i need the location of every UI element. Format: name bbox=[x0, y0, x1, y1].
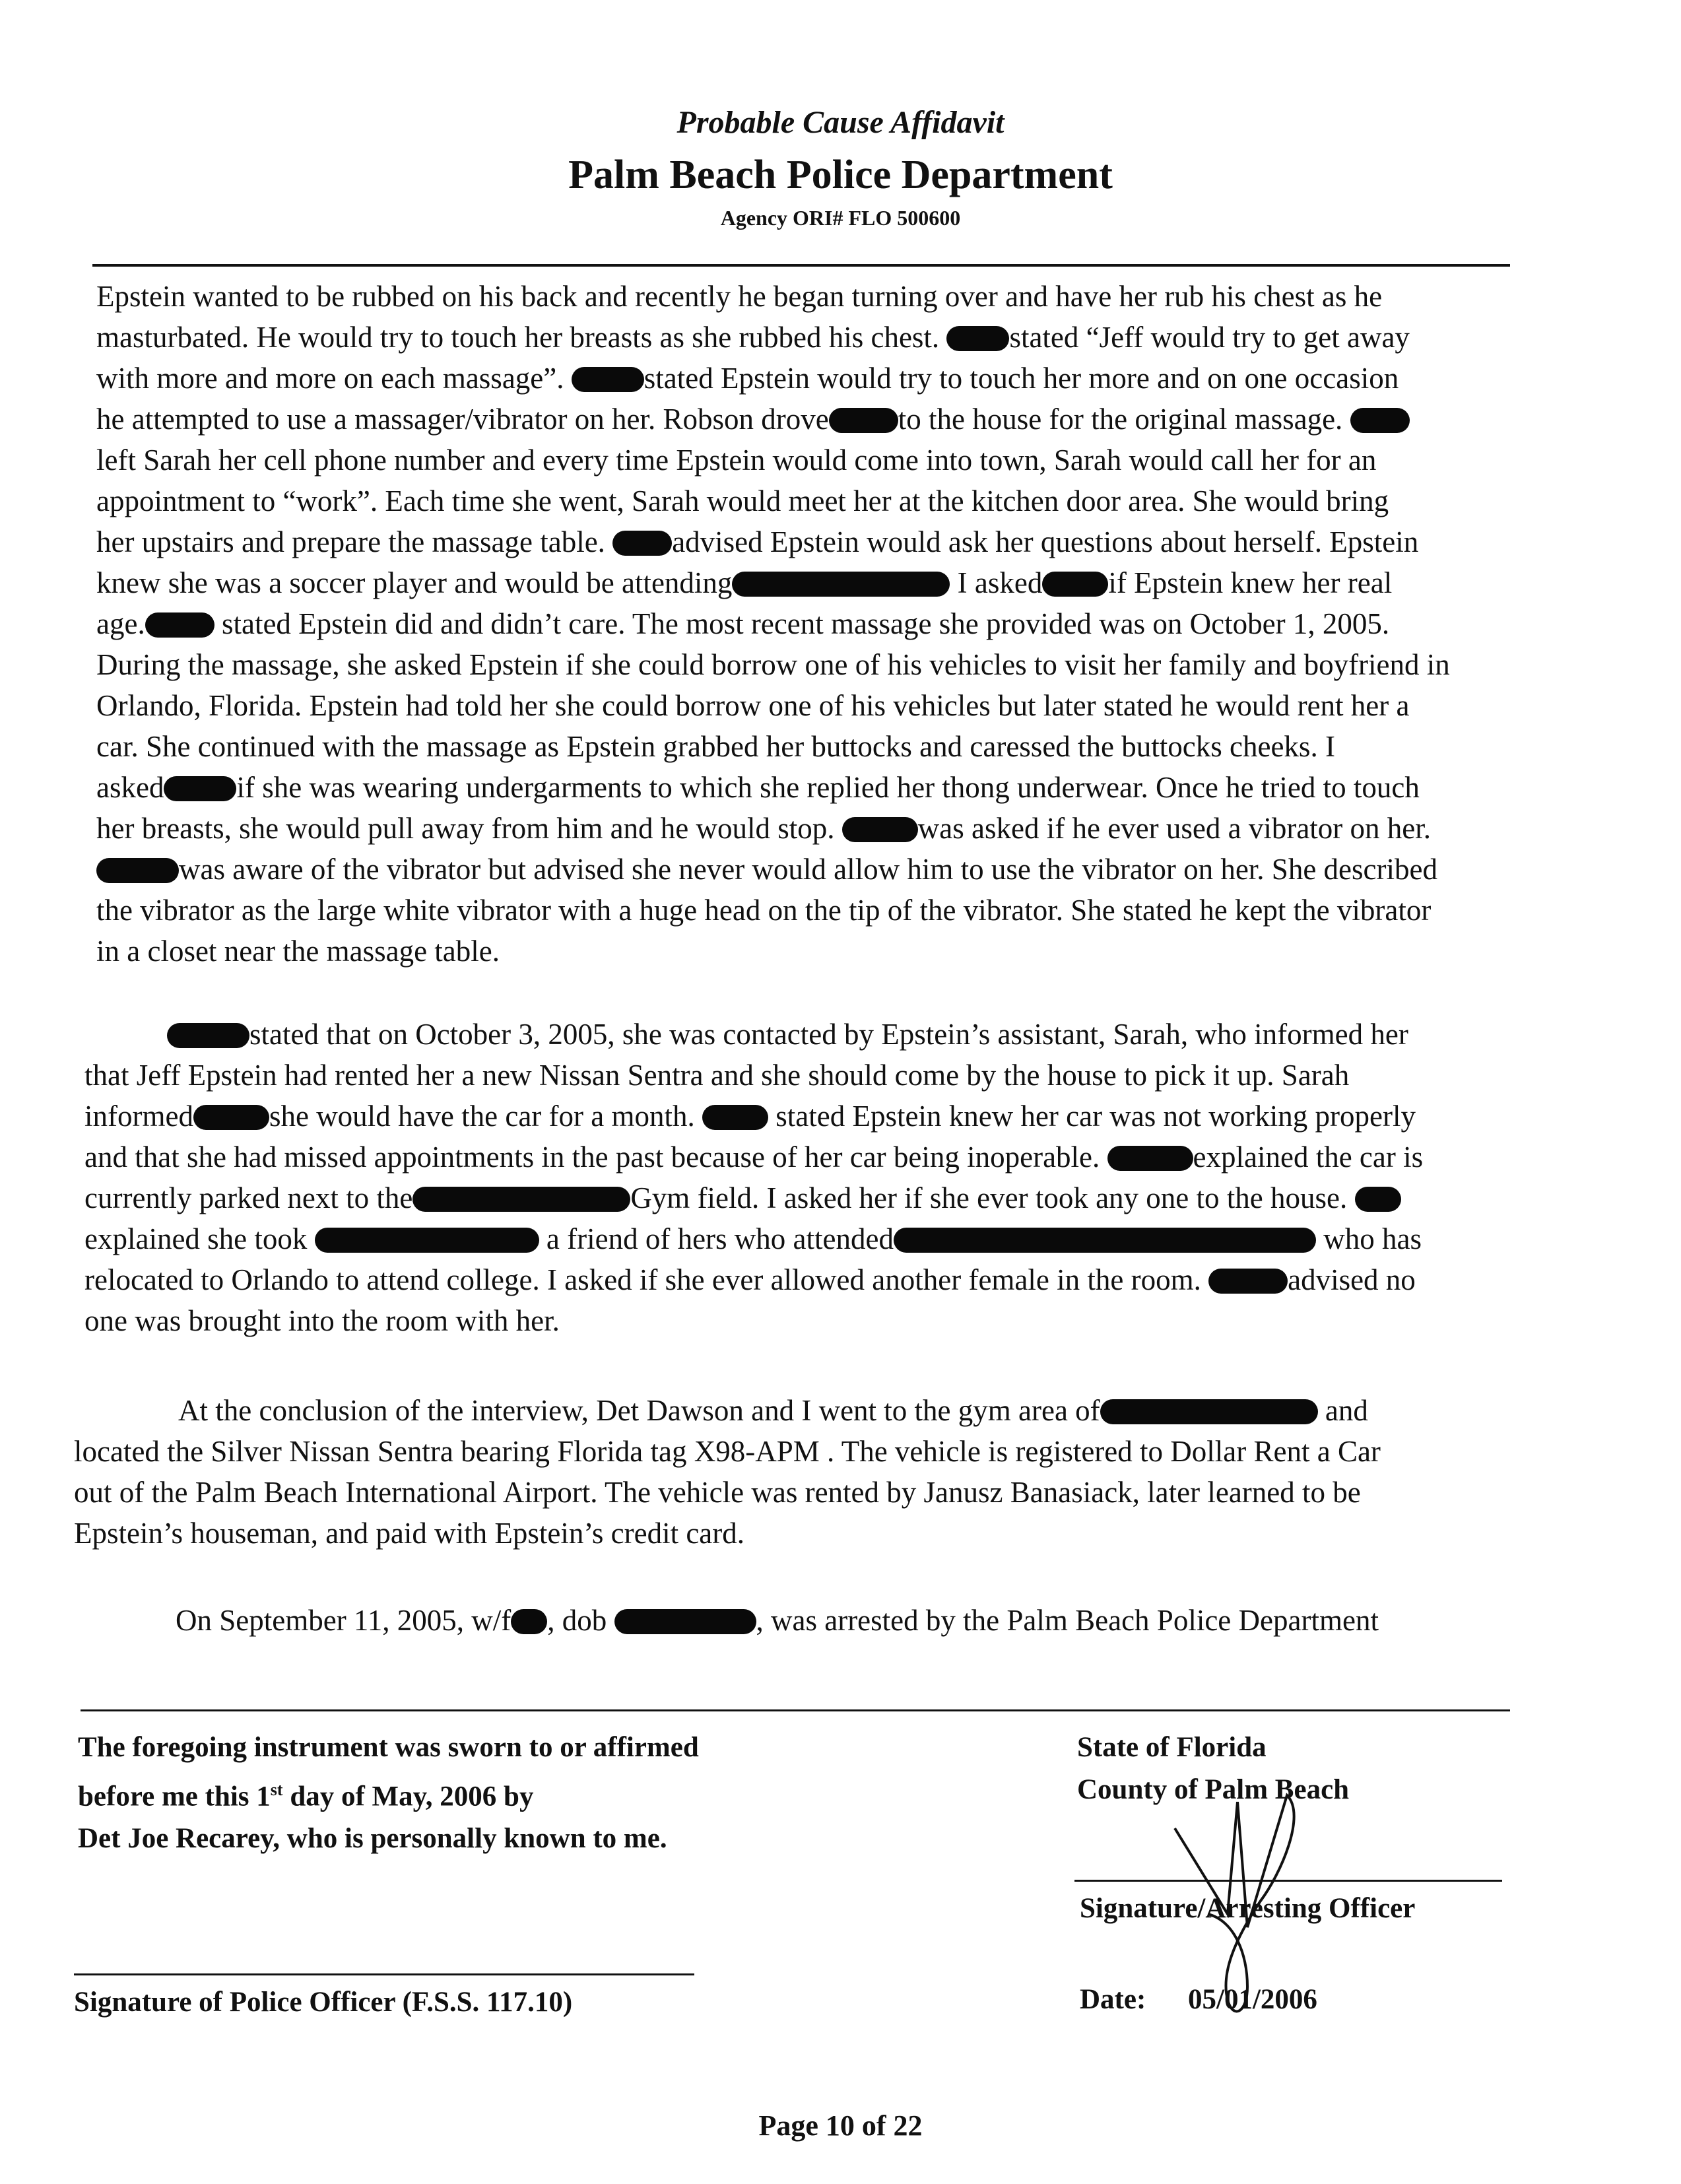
state-label: State of Florida bbox=[1077, 1732, 1267, 1763]
redaction bbox=[612, 531, 672, 556]
redaction bbox=[1350, 408, 1410, 433]
p2-line-6: explained she took a friend of hers who attended who has bbox=[84, 1222, 1422, 1255]
p2-line-2: that Jeff Epstein had rented her a new Nissan Sentra and she should come by the house to pick it up. Sarah bbox=[84, 1059, 1350, 1092]
p1-line-11: Orlando, Florida. Epstein had told her she could borrow one of his vehicles but later stated he would rent her a bbox=[96, 689, 1410, 722]
p1-line-8: knew she was a soccer player and would be attending I asked if Epstein knew her real bbox=[96, 566, 1393, 599]
redaction bbox=[1208, 1269, 1288, 1294]
agency-ori: Agency ORI# FLO 500600 bbox=[720, 206, 961, 230]
page-number: Page 10 of 22 bbox=[758, 2109, 923, 2142]
redaction bbox=[145, 612, 214, 638]
p1-line-6: appointment to “work”. Each time she went, Sarah would meet her at the kitchen door area. She would bring bbox=[96, 484, 1389, 517]
redaction bbox=[732, 572, 950, 597]
redaction bbox=[167, 1023, 249, 1048]
sworn-line-3: Det Joe Recarey, who is personally known to me. bbox=[78, 1823, 667, 1855]
redaction bbox=[702, 1105, 768, 1130]
redaction bbox=[193, 1105, 269, 1130]
paragraph-1 bbox=[96, 276, 1614, 972]
p1-line-14: her breasts, she would pull away from him and he would stop. was asked if he ever used a vibrator on her. bbox=[96, 812, 1432, 845]
header-divider bbox=[92, 264, 1510, 267]
redaction bbox=[614, 1609, 756, 1634]
p1-line-17: in a closet near the massage table. bbox=[96, 935, 500, 968]
p1-line-7: her upstairs and prepare the massage table. advised Epstein would ask her questions about herself. Epstein bbox=[96, 525, 1419, 558]
sworn-statement bbox=[78, 1727, 699, 1860]
p1-line-3: with more and more on each massage”. stated Epstein would try to touch her more and on one occasion bbox=[96, 362, 1399, 395]
redaction bbox=[572, 367, 644, 392]
p1-line-4: he attempted to use a massager/vibrator on her. Robson drove to the house for the original massage. bbox=[96, 399, 1614, 440]
department-title: Palm Beach Police Department bbox=[568, 152, 1113, 197]
p2-line-4: and that she had missed appointments in the past because of her car being inoperable. explained the car is bbox=[84, 1141, 1424, 1174]
redaction bbox=[842, 817, 918, 842]
redaction bbox=[1107, 1146, 1193, 1171]
p3-line-2: located the Silver Nissan Sentra bearing Florida tag X98-APM . The vehicle is registered to Dollar Rent a Car bbox=[74, 1435, 1381, 1468]
p3-line-4: Epstein’s houseman, and paid with Epstein’s credit card. bbox=[74, 1517, 745, 1550]
arresting-officer-label: Signature/Arresting Officer bbox=[1080, 1893, 1416, 1924]
p4-line-1: On September 11, 2005, w/f , dob , was arrested by the Palm Beach Police Department bbox=[176, 1604, 1379, 1637]
p2-line-1: stated that on October 3, 2005, she was contacted by Epstein’s assistant, Sarah, who informed her bbox=[84, 1014, 1602, 1055]
p2-line-3: informed she would have the car for a month. stated Epstein knew her car was not working properly bbox=[84, 1100, 1416, 1133]
document-type: Probable Cause Affidavit bbox=[676, 105, 1005, 140]
redaction bbox=[829, 408, 898, 433]
county-label: County of Palm Beach bbox=[1077, 1774, 1350, 1805]
p1-line-15: was aware of the vibrator but advised she never would allow him to use the vibrator on her. She described bbox=[96, 849, 1614, 890]
p3-line-3: out of the Palm Beach International Airport. The vehicle was rented by Janusz Banasiack, later learned to be bbox=[74, 1476, 1361, 1509]
footer-divider bbox=[81, 1709, 1510, 1711]
sworn-line-1: The foregoing instrument was sworn to or affirmed bbox=[78, 1732, 699, 1763]
p2-line-5: currently parked next to the Gym field. I asked her if she ever took any one to the house. bbox=[84, 1177, 1602, 1218]
p1-line-1: Epstein wanted to be rubbed on his back and recently he began turning over and have her rub his chest as he bbox=[96, 280, 1383, 313]
paragraph-4 bbox=[176, 1600, 1628, 1641]
paragraph-2 bbox=[84, 1014, 1602, 1341]
redaction bbox=[946, 326, 1009, 351]
redaction bbox=[1355, 1187, 1401, 1212]
p1-line-2: masturbated. He would try to touch her breasts as she rubbed his chest. stated “Jeff would try to get away bbox=[96, 321, 1410, 354]
sworn-line-2: before me this 1st day of May, 2006 by bbox=[78, 1780, 534, 1812]
p3-line-1: At the conclusion of the interview, Det Dawson and I went to the gym area of and bbox=[178, 1394, 1368, 1427]
p1-line-12: car. She continued with the massage as Epstein grabbed her buttocks and caressed the buttocks cheeks. I bbox=[96, 730, 1335, 763]
p1-line-10: During the massage, she asked Epstein if she could borrow one of his vehicles to visit her family and boyfriend in bbox=[96, 648, 1450, 681]
p1-line-9: age. stated Epstein did and didn’t care. The most recent massage she provided was on October 1, 2005. bbox=[96, 607, 1390, 640]
paragraph-3 bbox=[74, 1390, 1605, 1554]
redaction bbox=[1042, 572, 1108, 597]
redaction bbox=[1100, 1399, 1318, 1424]
redaction bbox=[96, 858, 179, 883]
police-officer-signature-label: Signature of Police Officer (F.S.S. 117.10) bbox=[74, 1987, 573, 2018]
redaction bbox=[894, 1228, 1316, 1253]
redaction bbox=[511, 1609, 547, 1634]
redaction bbox=[315, 1228, 539, 1253]
redaction bbox=[164, 776, 236, 801]
p1-line-16: the vibrator as the large white vibrator with a huge head on the tip of the vibrator. She stated he kept the vibrator bbox=[96, 894, 1432, 927]
p2-line-8: one was brought into the room with her. bbox=[84, 1304, 560, 1337]
date-value: 05/01/2006 bbox=[1188, 1984, 1317, 2015]
p1-line-13: asked if she was wearing undergarments to which she replied her thong underwear. Once he tried to touch bbox=[96, 771, 1420, 804]
date-label: Date: bbox=[1080, 1984, 1146, 2015]
redaction bbox=[412, 1187, 630, 1212]
p2-line-7: relocated to Orlando to attend college. I asked if she ever allowed another female in the room. advised no bbox=[84, 1263, 1416, 1296]
police-officer-signature-line bbox=[74, 1973, 694, 1975]
p1-line-5: left Sarah her cell phone number and every time Epstein would come into town, Sarah would call her for an bbox=[96, 444, 1377, 477]
